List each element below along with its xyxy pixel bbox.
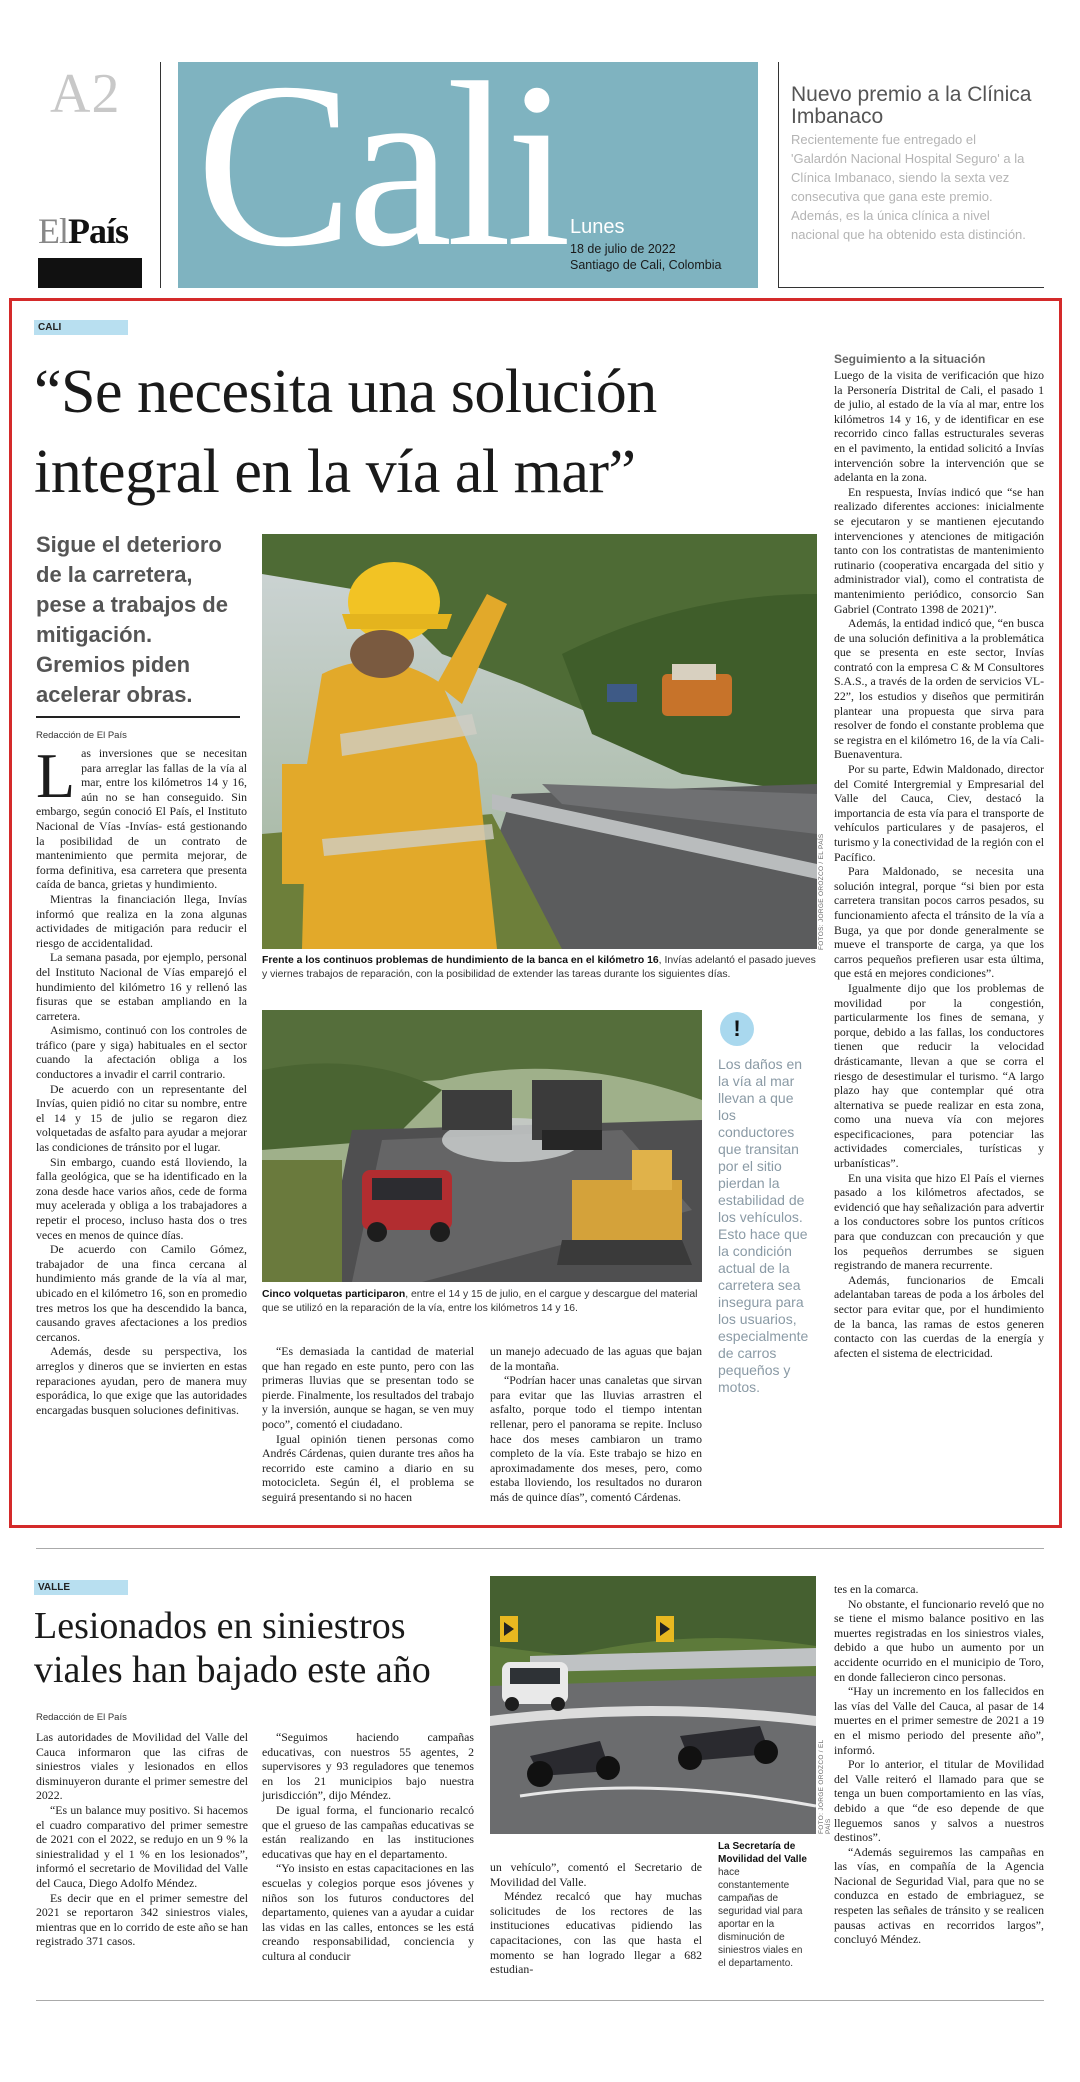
photo-road-worker <box>262 534 817 949</box>
paragraph: “Seguimos haciendo campañas educativas, con nuestros 55 agentes, 2 supervisores y 93 reguladores que tenemos en los 21 municipios bajo nuestra jurisdicción”, dijo Méndez. <box>262 1730 474 1803</box>
photo-road-worker-image <box>262 534 817 949</box>
article2-column-1 <box>36 1730 248 1949</box>
paragraph: tes en la comarca. <box>834 1582 919 1596</box>
paragraph: De acuerdo con un representante del Invías, quien pidió no citar su nombre, entre el 14 y 15 de julio se regaron diez volquetadas de asfalto para ayudar a mejorar las condiciones de tránsito por el lugar. <box>36 1081 247 1155</box>
callout-text: Los daños en la vía al mar llevan a que los conductores que transitan por el sitio pierdan la estabilidad de los vehículos. Esto hace que la condición actual de la carretera sea insegura para los usuarios, especialmente de carros pequeños y motos. <box>718 1056 809 1395</box>
caption-text: , Invías adelantó el pasado jueves y viernes trabajos de reparación, con la posibilidad de extender las tareas durante los siguientes días. <box>262 955 816 980</box>
section-tag: CALI <box>34 320 128 335</box>
paragraph: “Además seguiremos las campañas en las vías, en compañía de la Agencia Nacional de Seguridad Vial, para que no se conduzca en estado de embriaguez, se respeten las señales de tránsito y se realicen pausas activas en recorridos largos”, concluyó Méndez. <box>834 1844 1044 1947</box>
paragraph: Por lo anterior, el titular de Movilidad del Valle reiteró el llamado para que se tenga un buen comportamiento en las vías, debido a que “de eso depende de que lleguemos sanos y salvos a nuestros destinos”. <box>834 1757 1044 1845</box>
article1-column-1 <box>36 746 247 1526</box>
caption-bold: Frente a los continuos problemas de hundimiento de la banca en el kilómetro 16 <box>262 955 659 966</box>
paragraph: Además, funcionarios de Emcali adelantaban tareas de poda a los árboles del sector para evitar que, por el hundimiento de la banca, las ramas de estos generen contacto con las cuerdas de la energía y afecten el sistema de electricidad. <box>834 1272 1044 1360</box>
photo-motorcycles-image <box>490 1576 816 1834</box>
paragraph: “Es un balance muy positivo. Si hacemos el cuadro comparativo del primer semestre de 2021 con el 2022, se redujo en un 9 % la siniestralidad y el 1 % en los lesionados”, informó el secretario de Movilidad del Valle del Cauca, Diego Adolfo Méndez. <box>36 1802 248 1890</box>
promo-text: Recientemente fue entregado el 'Galardón Nacional Hospital Seguro' a la Clínica Imbanaco, siendo la sexta vez consecutiva que gana este premio. Además, es la única clínica a nivel nacional que ha obtenido esta distinción. <box>791 132 1026 242</box>
paragraph: Asimismo, continuó con los controles de tráfico (pare y siga) habituales en el sector cuando la afectación obliga a los conductores a invadir el carril contrario. <box>36 1023 247 1082</box>
article1-column-2 <box>262 1344 474 1505</box>
paragraph: Por su parte, Edwin Maldonado, director del Comité Intergremial y Empresarial del Valle del Cauca, Ciev, destacó la importancia de esta vía para el transporte de vehículos particulares y de pasajeros, el turismo y la conectividad de la región con el Pacífico. <box>834 762 1044 864</box>
paragraph: “Yo insisto en estas capacitaciones en las escuelas y colegios porque esos jóvenes y niños son los futuros conductores del departamento, quienes van a ayudar a cuidar las vidas en las calles, entonces se les está creando responsabilidad, conciencia y cultura al conducir <box>262 1861 474 1963</box>
headline-line-2: integral en la vía al mar” <box>34 438 636 506</box>
brand-logo: ElPaís <box>38 211 129 251</box>
section-title: Cali <box>196 62 566 288</box>
paragraph: De igual forma, el funcionario recalcó que el grueso de las campañas educativas se están realizando en las instituciones educativas que hay en el departamento. <box>262 1802 474 1861</box>
footer-rule <box>36 2000 1044 2001</box>
section-divider <box>36 1548 1044 1549</box>
brand-bar <box>38 258 142 288</box>
header-date: 18 de julio de 2022 <box>570 242 676 256</box>
paragraph: La semana pasada, por ejemplo, personal del Instituto Nacional de Vías emparejó el hundimiento del kilómetro 16 y rellenó las fisuras que se estaban ampliando en la carretera. <box>36 950 247 1023</box>
paragraph: Igual opinión tienen personas como Andrés Cárdenas, quien durante tres años ha recorrido este camino a diario en su motocicleta. Según él, el problema se seguirá presentando si no hacen <box>262 1431 474 1504</box>
article1-column-3 <box>490 1344 702 1505</box>
subhead: Sigue el deterioro de la carretera, pese a trabajos de mitigación. Gremios piden acelerar obras. <box>36 532 228 707</box>
side-subhead: Seguimiento a la situación <box>834 352 986 366</box>
headline-2-line-2: viales han bajado este año <box>34 1649 431 1691</box>
paragraph: “Hay un incremento en los fallecidos en las vías del Valle del Cauca, al pasar de 14 muertes en el primer semestre de 2021 a 19 en el mismo periodo del presente año”, informó. <box>834 1684 1044 1757</box>
promo-box <box>778 62 1044 288</box>
photo-dump-trucks <box>262 1010 702 1282</box>
headline-2 <box>34 1604 494 1692</box>
photo-dump-trucks-image <box>262 1010 702 1282</box>
headline-line-1: “Se necesita una solución <box>34 358 657 426</box>
photo-motorcycles <box>490 1576 816 1834</box>
paragraph: Méndez recalcó que hay muchas solicitudes de los rectores de las instituciones educativas pidiendo las capacitaciones, con las que hasta el momento se han logrado llegar a 682 estudian- <box>490 1889 702 1977</box>
paragraph: Es decir que en el primer semestre del 2021 se reportaron 342 siniestros viales, mientras que en lo corrido de este año se han registrado 371 casos. <box>36 1890 248 1949</box>
paragraph: De acuerdo con Camilo Gómez, trabajador de una finca cercana al hundimiento más grande de la vía al mar, ubicado en el kilómetro 16, son en promedio tres metros los que ha descendido la banca, causando graves afectaciones a los predios cercanos. <box>36 1242 247 1344</box>
header-day: Lunes <box>570 216 625 238</box>
paragraph: No obstante, el funcionario reveló que no se tiene el mismo balance positivo en las muertes registradas en los siniestros viales, debido a que hubo un aumento por un accidente ocurrido en el municipio de Toro, en donde fallecieron cinco personas. <box>834 1596 1044 1684</box>
paragraph: Para Maldonado, se necesita una solución integral, porque “si bien por esta carretera transitan pocos carros pesados, su funcionamiento afecta el tránsito de la vía a Buga, ya que por donde generalmente se mueve el transporte de carga, ya que los carros pequeños prefieren usar esta última, que está en mejores condiciones”. <box>834 864 1044 981</box>
photo-credit-2: FOTO: JORGE OROZCO / EL PAÍS <box>818 1739 832 1834</box>
header-band <box>178 62 758 288</box>
caption-text: , entre el 14 y 15 de julio, en el cargue y descargue del material que se utilizó en la reparación de la vía, entre los kilómetros 14 y 16. <box>262 1289 698 1314</box>
paragraph: Las autoridades de Movilidad del Valle del Cauca informaron que las cifras de siniestros viales y lesionados en ellos disminuyeron durante el primer semestre del 2022. <box>36 1730 248 1803</box>
article1-side-column <box>834 368 1044 1520</box>
page-code: A2 <box>50 63 121 125</box>
alert-icon-glyph: ! <box>733 1016 741 1041</box>
paragraph: “Es demasiada la cantidad de material que han regado en este punto, pero con las primeras lluvias que se presentan todo se pierde. Finalmente, los resultados del trabajo y la inversión, aunque se hagan, se ven muy poco”, comentó el ciudadano. <box>262 1344 474 1431</box>
paragraph: “Podrían hacer unas canaletas que sirvan para evitar que las lluvias arrastren el asfalto, porque todo el tiempo intentan rellenar, pero el panorama se repite. Incluso hace dos meses cambiaron un tramo completo de la vía. Este trabajo se hizo en aproximadamente dos meses, pero, como estaba lloviendo, los resultados no duraron más de quince días”, comentó Cárdenas. <box>490 1373 702 1504</box>
article2-column-2 <box>262 1730 474 1964</box>
caption-text: hace constantemente campañas de seguridad vial para aportar en la disminución de siniestros viales en el departamento. <box>718 1867 803 1969</box>
article2-column-4 <box>834 1582 1044 1947</box>
photo-caption-2 <box>262 1288 702 1316</box>
headline-2-line-1: Lesionados en siniestros <box>34 1605 406 1647</box>
section-tag: VALLE <box>34 1580 128 1595</box>
article2-column-3 <box>490 1860 702 1977</box>
paragraph: En respuesta, Invías indicó que “se han realizado diferentes acciones: inicialmente se ejecutaron y se mantienen ejecutando intervenciones y atenciones de mitigación tanto con los contratistas de mantenimiento rutinario (cooperativa encargada del sitio y administrador vial), como el contratista de mantenimiento periódico, consorcio San Gabriel (Contrato 1398 de 2021)”. <box>834 484 1044 616</box>
paragraph: Mientras la financiación llega, Invías informó que realiza en la zona algunas actividades de mitigación para reducir el riesgo de accidentalidad. <box>36 891 247 950</box>
header-divider <box>160 62 161 288</box>
paragraph: un manejo adecuado de las aguas que bajan de la montaña. <box>490 1344 702 1373</box>
caption-bold: La Secretaría de Movilidad del Valle <box>718 1841 807 1865</box>
byline: Redacción de El País <box>36 730 127 741</box>
headline <box>34 352 814 512</box>
paragraph: En una visita que hizo El País el viernes pasado a los kilómetros afectados, se evidenció que hay señalización para advertir a los conductores sobre los puntos críticos para que conduzcan con precaución y que los pequeños derrumbes se siguen registrando de manera recurrente. <box>834 1170 1044 1273</box>
photo-caption-3 <box>718 1840 812 1970</box>
alert-icon <box>720 1012 754 1046</box>
promo-title: Nuevo premio a la Clínica Imbanaco <box>791 83 1032 128</box>
paragraph: Además, la entidad indicó que, “en busca de una solución definitiva a la problemática que se presenta en este sector, Invías contrató con la empresa C & M Consultores S.A.S., a través de la orden de servicios VL-22”, los estudios y diseños que permitirán plantear una propuesta que sirva para resolver de fondo el constante problema que se registra en el kilómetro 16, de la vía Cali-Buenaventura. <box>834 616 1044 762</box>
paragraph: un vehículo”, comentó el Secretario de Movilidad del Valle. <box>490 1860 702 1889</box>
caption-bold: Cinco volquetas participaron <box>262 1289 406 1300</box>
paragraph: as inversiones que se necesitan para arreglar las fallas de la vía al mar, entre los kilómetros 14 y 16, aún no se han conseguido. Sin embargo, según conoció El País, el Instituto Nacional de Vías -Invías- está gestionando la posibilidad de un contrato de mantenimiento que permita mejorar, de forma definitiva, esa carretera que presenta caída de banca, grietas y hundimiento. <box>36 746 247 892</box>
byline-2: Redacción de El País <box>36 1712 127 1723</box>
drop-cap: L <box>36 746 76 811</box>
paragraph: Sin embargo, cuando está lloviendo, la falla geológica, que se ha identificado en la zona desde hace varios años, cede de forma muy acelerada y obliga a los trabajadores a repetir el proceso, incluso hasta dos o tres veces en menos de quince días. <box>36 1154 247 1242</box>
photo-credit: FOTOS: JORGE OROZCO / EL PAÍS <box>818 833 825 950</box>
subhead-rule <box>36 716 240 718</box>
header-city: Santiago de Cali, Colombia <box>570 258 722 272</box>
paragraph: Luego de la visita de verificación que hizo la Personería Distrital de Cali, el pasado 1 de julio, al estado de la vía al mar, entre los kilómetros 14 y 16, y de identificar en ese recorrido cinco fallas estructurales severas en el pavimento, la entidad solicitó a Invías intervención sobre la intervención que se adelanta en la zona. <box>834 368 1044 485</box>
paragraph: Igualmente dijo que los problemas de movilidad por la congestión, particularmente los fines de semana, y porque, debido a las fallas, los conductores tienen que reducir la velocidad drásticamante, llevan a que se corra el riesgo de desestimular el turismo. “A largo plazo hay que contemplar qué otra alternativa se puede realizar en esta zona, como una nueva vía con mejores especificaciones, para potenciar las actividades comerciales, turísticas y urbanísticas”. <box>834 980 1044 1171</box>
paragraph: Además, desde su perspectiva, los arreglos y dineros que se invierten en estas reparaciones ayudan, pero de manera muy esporádica, lo que exige que las autoridades encargadas busquen soluciones definitivas. <box>36 1344 247 1417</box>
photo-caption-1 <box>262 954 817 982</box>
